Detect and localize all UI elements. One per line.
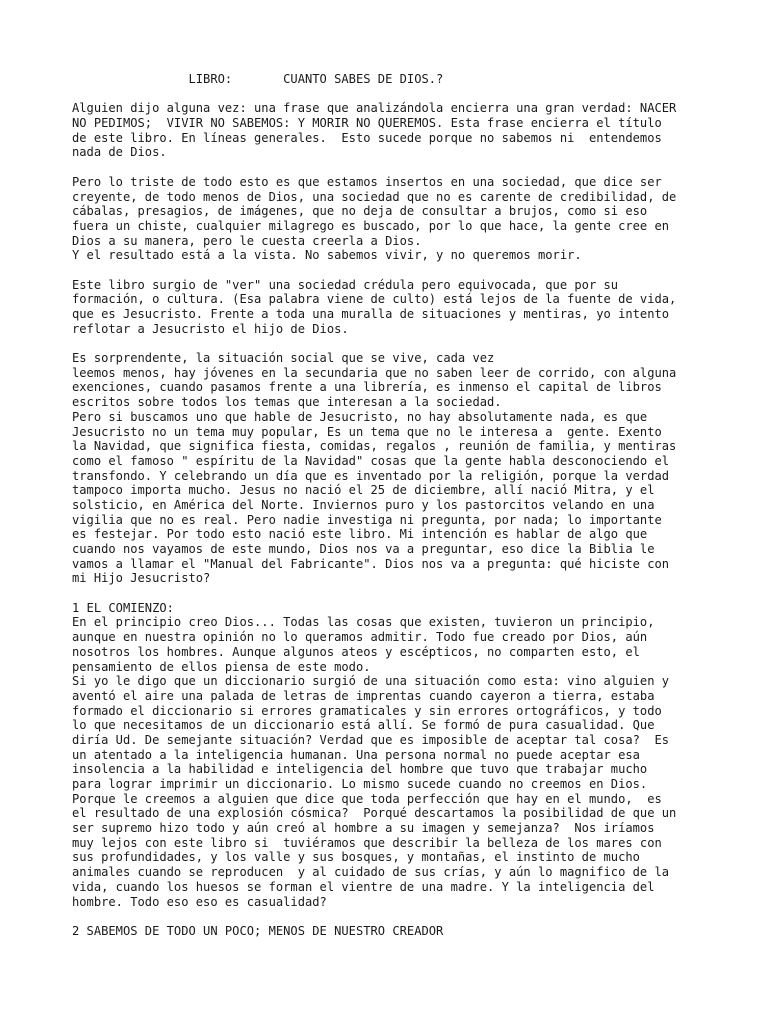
text-line: exenciones, cuando pasamos frente a una librería, es inmenso el capital de libros [72, 380, 662, 395]
text-line: aventó el aire una palada de letras de imprentas cuando cayeron a tierra, estaba [72, 688, 655, 703]
text-line: la Navidad, que significa fiesta, comidas, regalos , reunión de familia, y mentiras [72, 439, 677, 454]
text-line: escritos sobre todos los temas que interesan a la sociedad. [72, 395, 502, 410]
text-line [72, 909, 762, 924]
text-line: Dios a su manera, pero le cuesta creerla a Dios. [72, 233, 422, 248]
blank-line [72, 586, 762, 601]
text-line: tampoco importa mucho. Jesus no nació el 25 de diciembre, allí nació Mitra, y el [72, 483, 655, 498]
section-heading: 1 EL COMIENZO: [72, 600, 174, 615]
text-line: NO PEDIMOS; VIVIR NO SABEMOS: Y MORIR NO QUEREMOS. Esta frase encierra el título [72, 116, 662, 131]
blank-line [72, 336, 762, 351]
blank-line: 2 SABEMOS DE TODO UN POCO; MENOS DE NUESTRO CREADOR [72, 923, 444, 938]
section-heading [72, 939, 762, 954]
text-line: de este libro. En líneas generales. Esto sucede porque no sabemos ni entendemos [72, 130, 662, 145]
text-line: Pero si buscamos uno que hable de Jesucristo, no hay absolutamente nada, es que [72, 409, 648, 424]
text-line: como el famoso " espíritu de la Navidad" cosas que la gente habla desconociendo el [72, 453, 670, 468]
text-line: nada de Dios. [72, 145, 167, 160]
text-line: Si yo le digo que un diccionario surgió de una situación como esta: vino alguien y [72, 674, 670, 689]
text-line: diría Ud. De semejante situación? Verdad que es imposible de aceptar tal cosa? Es [72, 732, 670, 747]
text-line: Porque le creemos a alguien que dice que toda perfección que hay en el mundo, es [72, 791, 662, 806]
text-line: aunque en nuestra opinión no lo queramos admitir. Todo fue creado por Dios, aún [72, 630, 648, 645]
text-line: creyente, de todo menos de Dios, una sociedad que no es carente de credibilidad, de [72, 189, 677, 204]
text-line: Alguien dijo alguna vez: una frase que analizándola encierra una gran verdad: NACER [72, 101, 677, 116]
text-line: Jesucristo no un tema muy popular, Es un tema que no le interesa a gente. Exento [72, 424, 662, 439]
text-line: vigilia que no es real. Pero nadie investiga ni pregunta, por nada; lo importante [72, 512, 662, 527]
text-line: sus profundidades, y los valle y sus bosques, y montañas, el instinto de mucho [72, 850, 640, 865]
text-line: cábalas, presagios, de imágenes, que no deja de consultar a brujos, como si eso [72, 204, 648, 219]
text-line: es festejar. Por todo esto nació este libro. Mi intención es hablar de algo que [72, 527, 648, 542]
text-line: Pero lo triste de todo esto es que estamos insertos en una sociedad, que dice ser [72, 174, 662, 189]
text-line: hombre. Todo eso eso es casualidad? [72, 894, 327, 909]
text-line: para lograr imprimir un diccionario. Lo mismo sucede cuando no creemos en Dios. [72, 777, 648, 791]
text-line: animales cuando se reproducen y al cuidado de sus crías, y aún lo magnifico de la [72, 865, 670, 880]
text-line: solsticio, en América del Norte. Inviernos puro y los pastorcitos velando en una [72, 497, 655, 512]
text-line: fuera un chiste, cualquier milagrego es buscado, por lo que hace, la gente cree en [72, 218, 670, 233]
text-line: nosotros los hombres. Aunque algunos ateos y escépticos, no comparten esto, el [72, 644, 640, 659]
text-line: mi Hijo Jesucristo? [72, 571, 211, 586]
text-line: muy lejos con este libro si tuviéramos que describir la belleza de los mares con [72, 835, 662, 850]
document-page [72, 72, 762, 953]
text-line: insolencia a la habilidad e inteligencia del hombre que tuvo que trabajar mucho [72, 762, 648, 777]
text-line: pensamiento de ellos piensa de este modo. [72, 659, 371, 674]
text-line: el resultado de una explosión cósmica? Porqué descartamos la posibilidad de que un [72, 806, 677, 821]
blank-line [72, 263, 762, 278]
text-line: vida, cuando los huesos se forman el vientre de una madre. Y la inteligencia del [72, 879, 655, 894]
text-line: leemos menos, hay jóvenes en la secundaria que no saben leer de corrido, con alguna [72, 365, 677, 380]
text-line: En el principio creo Dios... Todas las cosas que existen, tuvieron un principio, [72, 615, 655, 630]
text-line: cuando nos vayamos de este mundo, Dios nos va a preguntar, eso dice la Biblia le [72, 542, 655, 556]
blank-line [72, 160, 762, 175]
text-line: lo que necesitamos de un diccionario está allí. Se formó de pura casualidad. Que [72, 718, 655, 733]
text-line: ser supremo hizo todo y aún creó al hombre a su imagen y semejanza? Nos iríamos [72, 821, 655, 836]
text-line: formación, o cultura. (Esa palabra viene de culto) está lejos de la fuente de vida, [72, 292, 677, 307]
text-line: que es Jesucristo. Frente a toda una muralla de situaciones y mentiras, yo intento [72, 307, 670, 321]
text-line: formado el diccionario si errores gramaticales y sin errores ortográficos, y todo [72, 703, 662, 718]
blank-line [72, 87, 762, 102]
text-line: un atentado a la inteligencia humanan. Una persona normal no puede aceptar esa [72, 747, 640, 762]
text-line: Es sorprendente, la situación social que se vive, cada vez [72, 351, 495, 366]
text-line: transfondo. Y celebrando un día que es inventado por la religión, porque la verdad [72, 468, 670, 483]
text-line: Y el resultado está a la vista. No sabemos vivir, y no queremos morir. [72, 248, 582, 263]
text-line: vamos a llamar el "Manual del Fabricante". Dios nos va a pregunta: qué hiciste con [72, 556, 670, 571]
text-line: Este libro surgio de "ver" una sociedad crédula pero equivocada, que por su [72, 277, 619, 292]
text-line: reflotar a Jesucristo el hijo de Dios. [72, 321, 349, 336]
title-line: LIBRO: CUANTO SABES DE DIOS.? [72, 72, 444, 86]
